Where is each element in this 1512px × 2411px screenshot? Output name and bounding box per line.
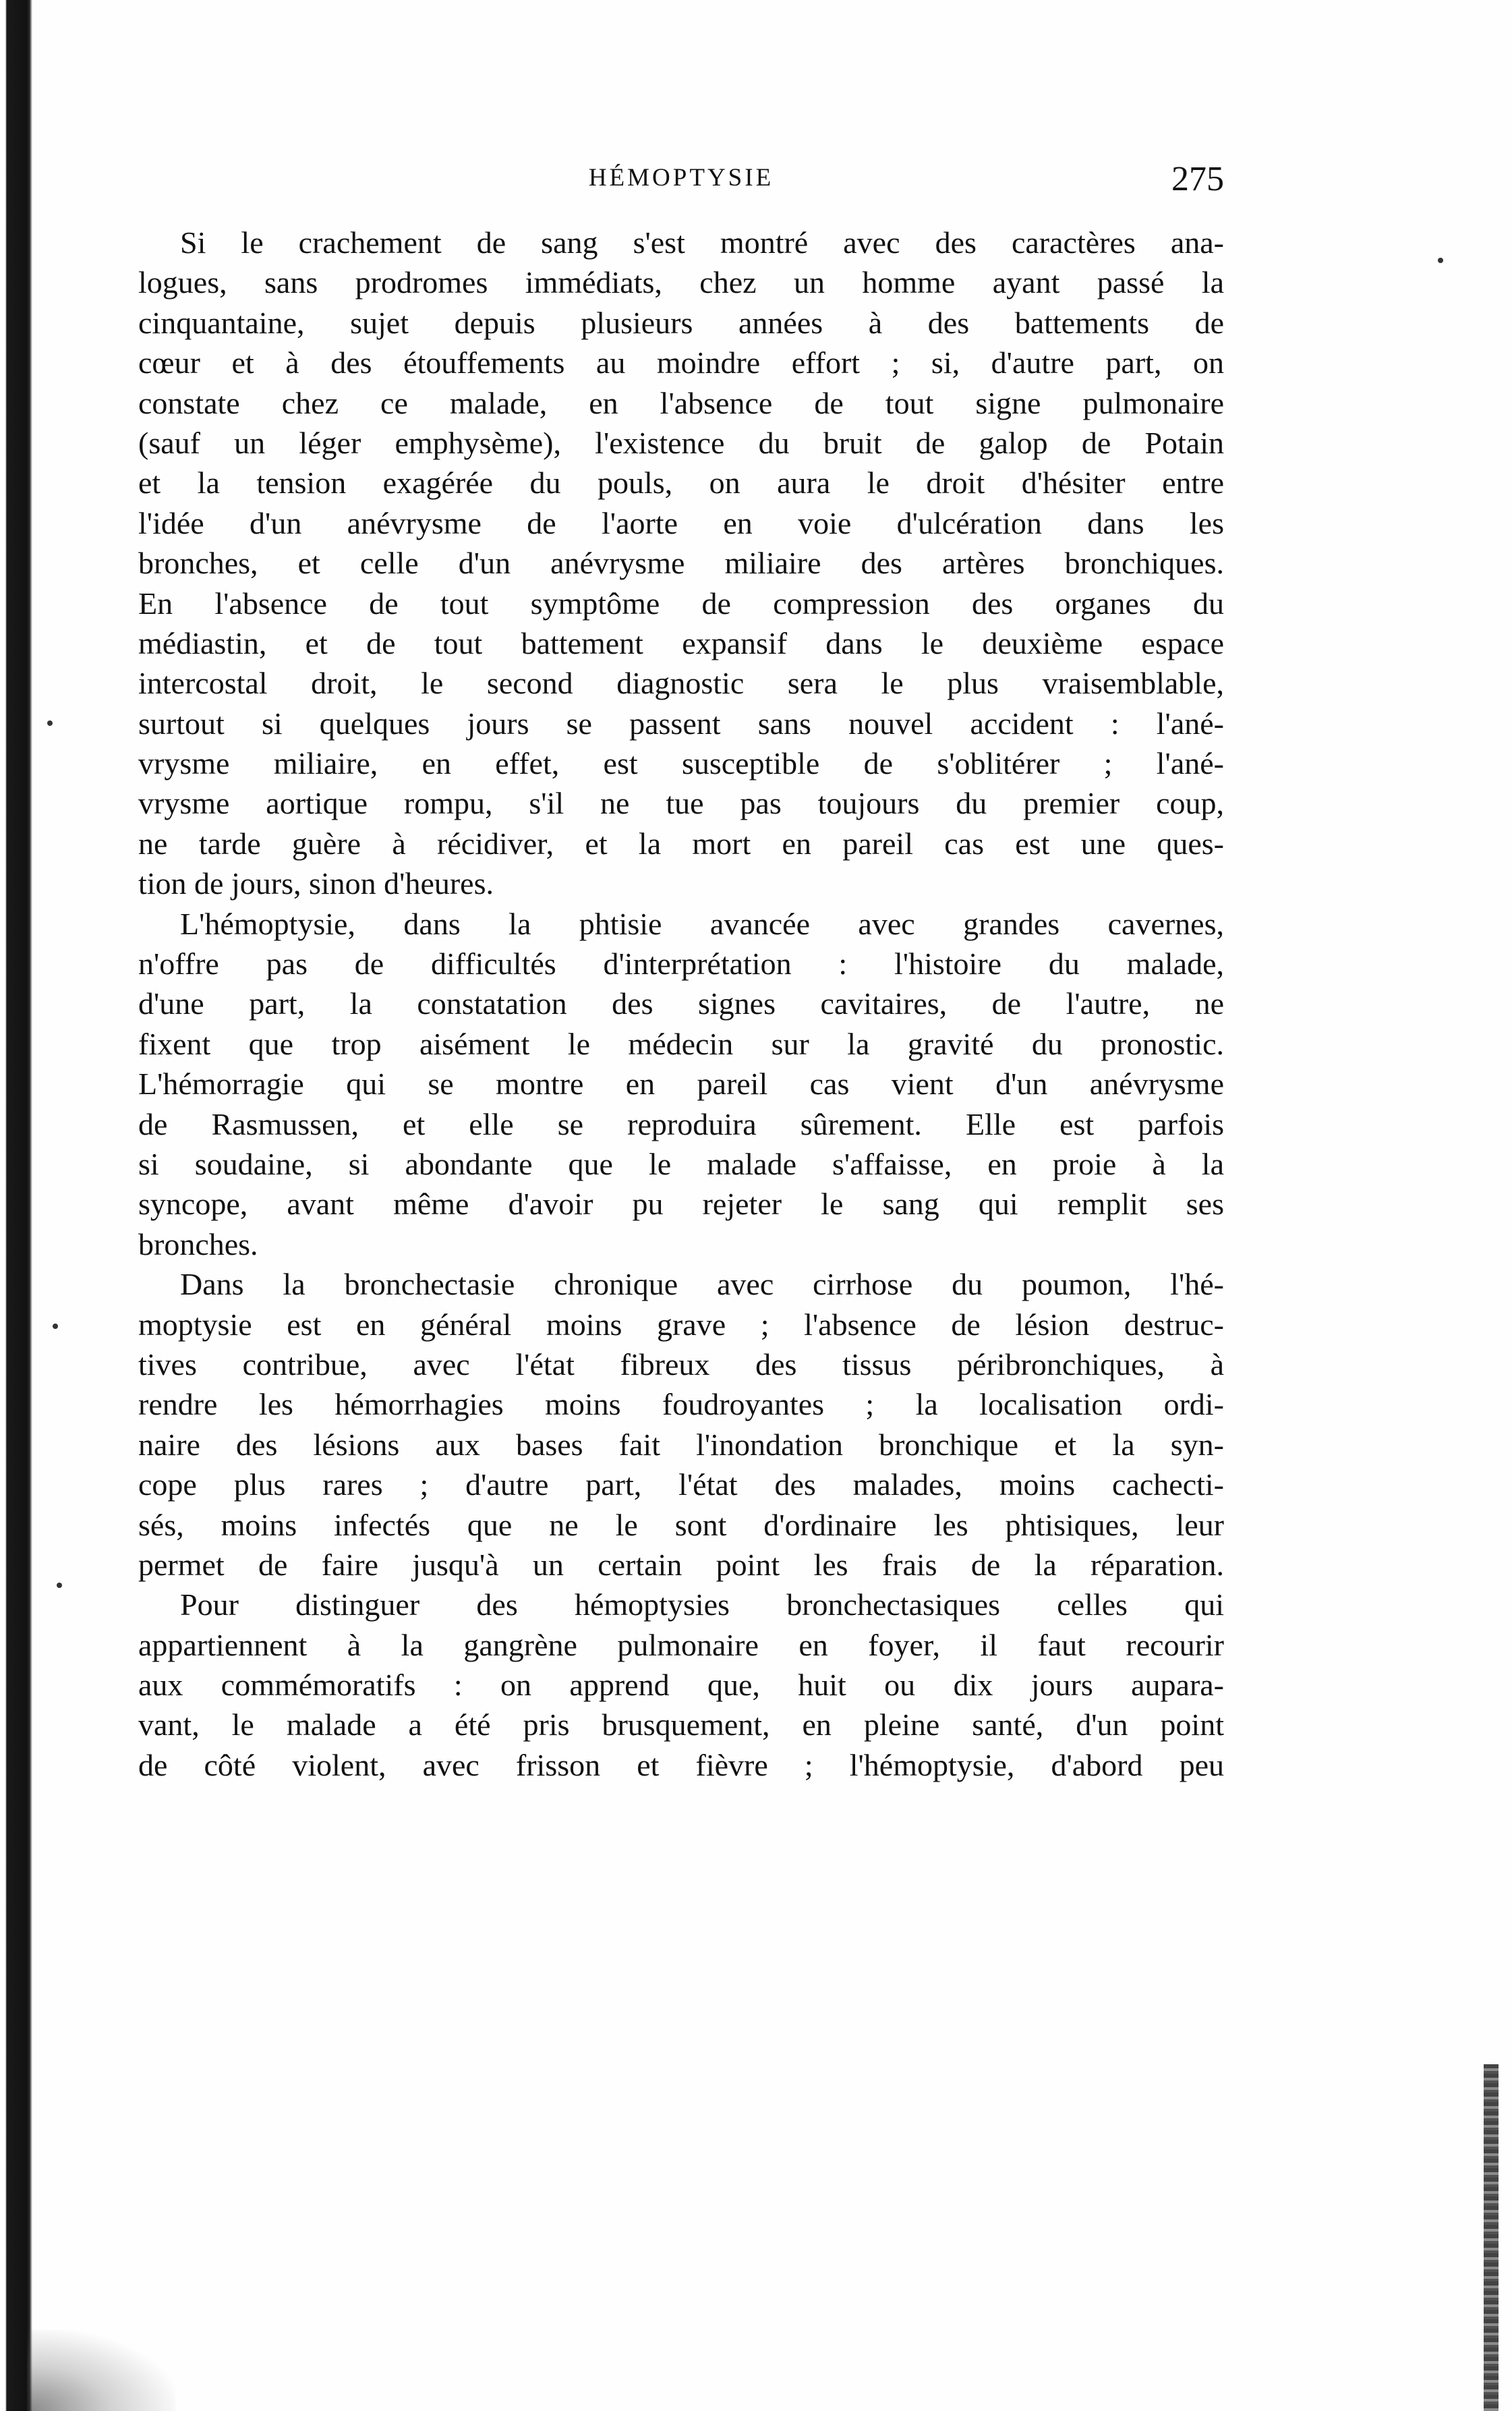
scan-right-edge: [1484, 2064, 1499, 2411]
text-line: rendre les hémorrhagies moins foudroyantes ; la localisation ordi-: [138, 1387, 1224, 1422]
running-head: [138, 159, 1224, 200]
text-line: ne tarde guère à récidiver, et la mort en pareil cas est une ques-: [138, 826, 1224, 861]
text-line: tion de jours, sinon d'heures.: [138, 866, 494, 901]
speck: [57, 1583, 62, 1588]
text-line: surtout si quelques jours se passent sans nouvel accident : l'ané-: [138, 706, 1224, 741]
text-line: l'idée d'un anévrysme de l'aorte en voie d'ulcération dans les: [138, 505, 1224, 540]
text-line: si soudaine, si abondante que le malade s'affaisse, en proie à la: [138, 1146, 1224, 1181]
text-line: vrysme aortique rompu, s'il ne tue pas toujours du premier coup,: [138, 786, 1224, 821]
text-line: aux commémoratifs : on apprend que, huit ou dix jours aupara-: [138, 1668, 1224, 1703]
text-line: tives contribue, avec l'état fibreux des tissus péribronchiques, à: [138, 1346, 1224, 1382]
text-line: vant, le malade a été pris brusquement, en pleine santé, d'un point: [138, 1707, 1224, 1742]
text-line: L'hémorragie qui se montre en pareil cas vient d'un anévrysme: [138, 1067, 1224, 1102]
page-number: 275: [1171, 160, 1224, 198]
text-line: moptysie est en général moins grave ; l'absence de lésion destruc-: [138, 1307, 1224, 1342]
text-line: de Rasmussen, et elle se reproduira sûrement. Elle est parfois: [138, 1106, 1224, 1141]
text-line: Pour distinguer des hémoptysies bronchectasiques celles qui: [180, 1587, 1224, 1622]
speck: [47, 720, 53, 726]
text-line: constate chez ce malade, en l'absence de tout signe pulmonaire: [138, 385, 1224, 420]
text-line: cope plus rares ; d'autre part, l'état des malades, moins cachecti-: [138, 1467, 1224, 1502]
scan-shadow: [27, 2330, 175, 2411]
text-line: (sauf un léger emphysème), l'existence du bruit de galop de Potain: [138, 425, 1224, 460]
text-line: bronches.: [138, 1226, 258, 1261]
text-line: cinquantaine, sujet depuis plusieurs années à des battements de: [138, 305, 1224, 340]
text-line: de côté violent, avec frisson et fièvre ; l'hémoptysie, d'abord peu: [138, 1747, 1224, 1782]
speck: [1438, 258, 1443, 263]
text-line: et la tension exagérée du pouls, on aura le droit d'hésiter entre: [138, 465, 1224, 501]
text-line: vrysme miliaire, en effet, est susceptible de s'oblitérer ; l'ané-: [138, 746, 1224, 781]
text-line: cœur et à des étouffements au moindre effort ; si, d'autre part, on: [138, 345, 1224, 380]
running-title: HÉMOPTYSIE: [588, 164, 774, 192]
text-line: d'une part, la constatation des signes cavitaires, de l'autre, ne: [138, 986, 1224, 1021]
text-line: permet de faire jusqu'à un certain point les frais de la réparation.: [138, 1547, 1224, 1582]
text-line: Dans la bronchectasie chronique avec cirrhose du poumon, l'hé-: [180, 1267, 1224, 1302]
body-text: [138, 223, 1224, 1785]
text-line: médiastin, et de tout battement expansif dans le deuxième espace: [138, 625, 1224, 660]
text-line: bronches, et celle d'un anévrysme miliaire des artères bronchiques.: [138, 546, 1224, 581]
text-line: sés, moins infectés que ne le sont d'ordinaire les phtisiques, leur: [138, 1507, 1224, 1542]
text-line: n'offre pas de difficultés d'interprétation : l'histoire du malade,: [138, 946, 1224, 982]
text-line: fixent que trop aisément le médecin sur la gravité du pronostic.: [138, 1026, 1224, 1061]
scan-binding-edge: [0, 0, 32, 2411]
text-line: naire des lésions aux bases fait l'inondation bronchique et la syn-: [138, 1427, 1224, 1462]
text-line: L'hémoptysie, dans la phtisie avancée avec grandes cavernes,: [180, 906, 1224, 941]
text-line: syncope, avant même d'avoir pu rejeter le sang qui remplit ses: [138, 1187, 1224, 1222]
text-line: Si le crachement de sang s'est montré avec des caractères ana-: [180, 225, 1224, 260]
text-line: intercostal droit, le second diagnostic sera le plus vraisemblable,: [138, 666, 1224, 701]
text-line: appartiennent à la gangrène pulmonaire en foyer, il faut recourir: [138, 1627, 1224, 1662]
text-line: logues, sans prodromes immédiats, chez un homme ayant passé la: [138, 265, 1224, 300]
speck: [53, 1324, 58, 1329]
text-line: En l'absence de tout symptôme de compression des organes du: [138, 586, 1224, 621]
